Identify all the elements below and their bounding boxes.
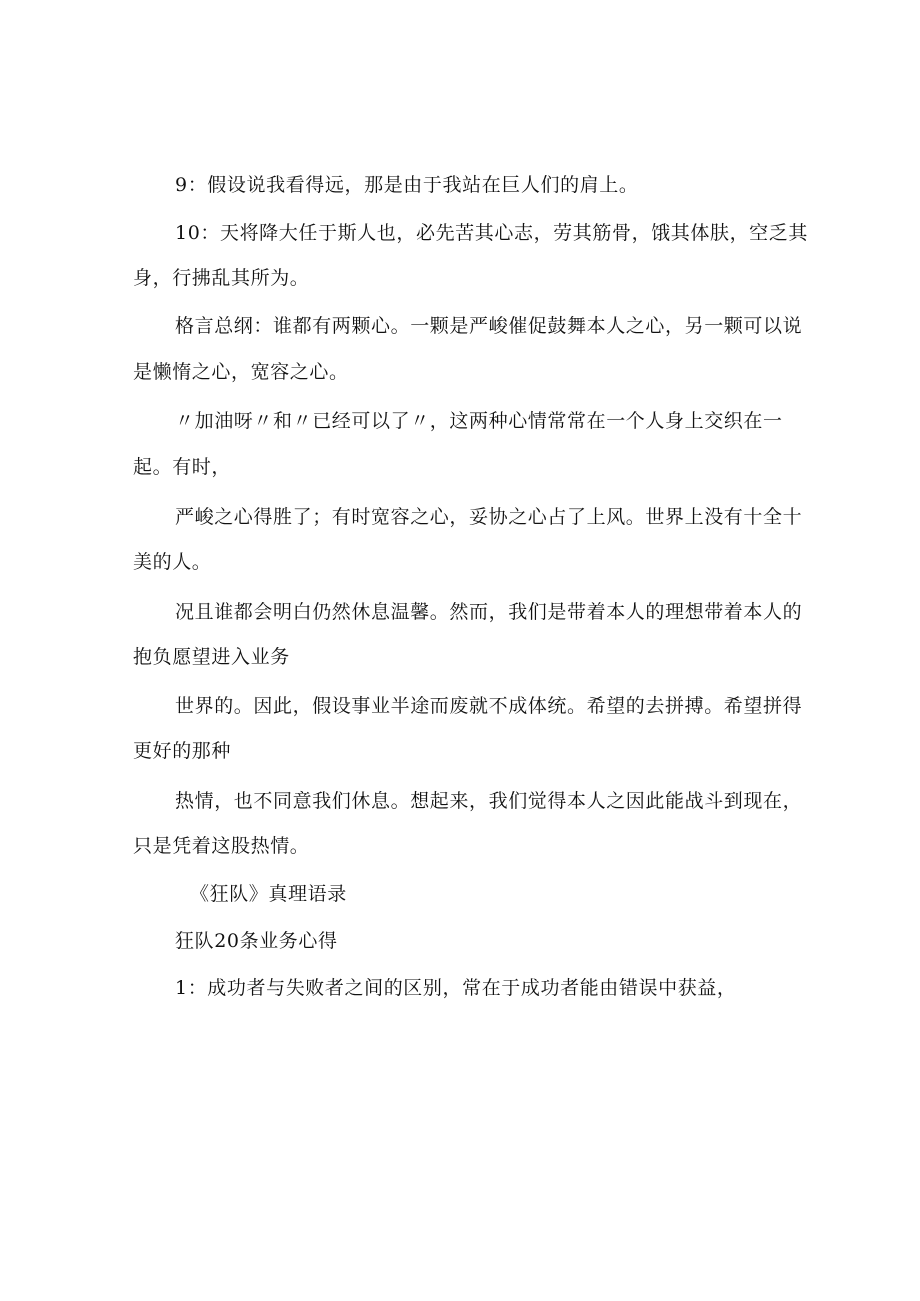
quote-10-line-2: 身，行拂乱其所为。 <box>133 267 310 289</box>
paragraph-line-5: 况且谁都会明白仍然休息温馨。然而，我们是带着本人的理想带着本人的 <box>175 601 803 623</box>
subheading: 狂队20条业务心得 <box>175 930 338 952</box>
paragraph-line-3: 严峻之心得胜了；有时宽容之心，妥协之心占了上风。世界上没有十全十 <box>175 506 803 528</box>
paragraph-line-2: 起。有时， <box>133 456 232 478</box>
paragraph-line-4: 美的人。 <box>133 551 212 573</box>
maxim-summary-line-1: 格言总纲：谁都有两颗心。一颗是严峻催促鼓舞本人之心，另一颗可以说 <box>175 315 803 337</box>
quote-9: 9：假设说我看得远，那是由于我站在巨人们的肩上。 <box>175 174 639 196</box>
paragraph-line-10: 只是凭着这股热情。 <box>133 835 310 857</box>
section-heading: 《狂队》真理语录 <box>190 883 347 905</box>
tip-1: 1：成功者与失败者之间的区别，常在于成功者能由错误中获益， <box>175 977 737 999</box>
paragraph-line-9: 热情，也不同意我们休息。想起来，我们觉得本人之因此能战斗到现在， <box>175 790 803 812</box>
paragraph-line-1: 〃加油呀〃和〃已经可以了〃，这两种心情常常在一个人身上交织在一 <box>175 410 783 432</box>
quote-10-line-1: 10：天将降大任于斯人也，必先苦其心志，劳其筋骨，饿其体肤，空乏其 <box>175 222 808 244</box>
maxim-summary-line-2: 是懒惰之心，宽容之心。 <box>133 361 349 383</box>
paragraph-line-7: 世界的。因此，假设事业半途而废就不成体统。希望的去拼搏。希望拼得 <box>175 695 803 717</box>
paragraph-line-6: 抱负愿望进入业务 <box>133 646 290 668</box>
paragraph-line-8: 更好的那种 <box>133 740 232 762</box>
